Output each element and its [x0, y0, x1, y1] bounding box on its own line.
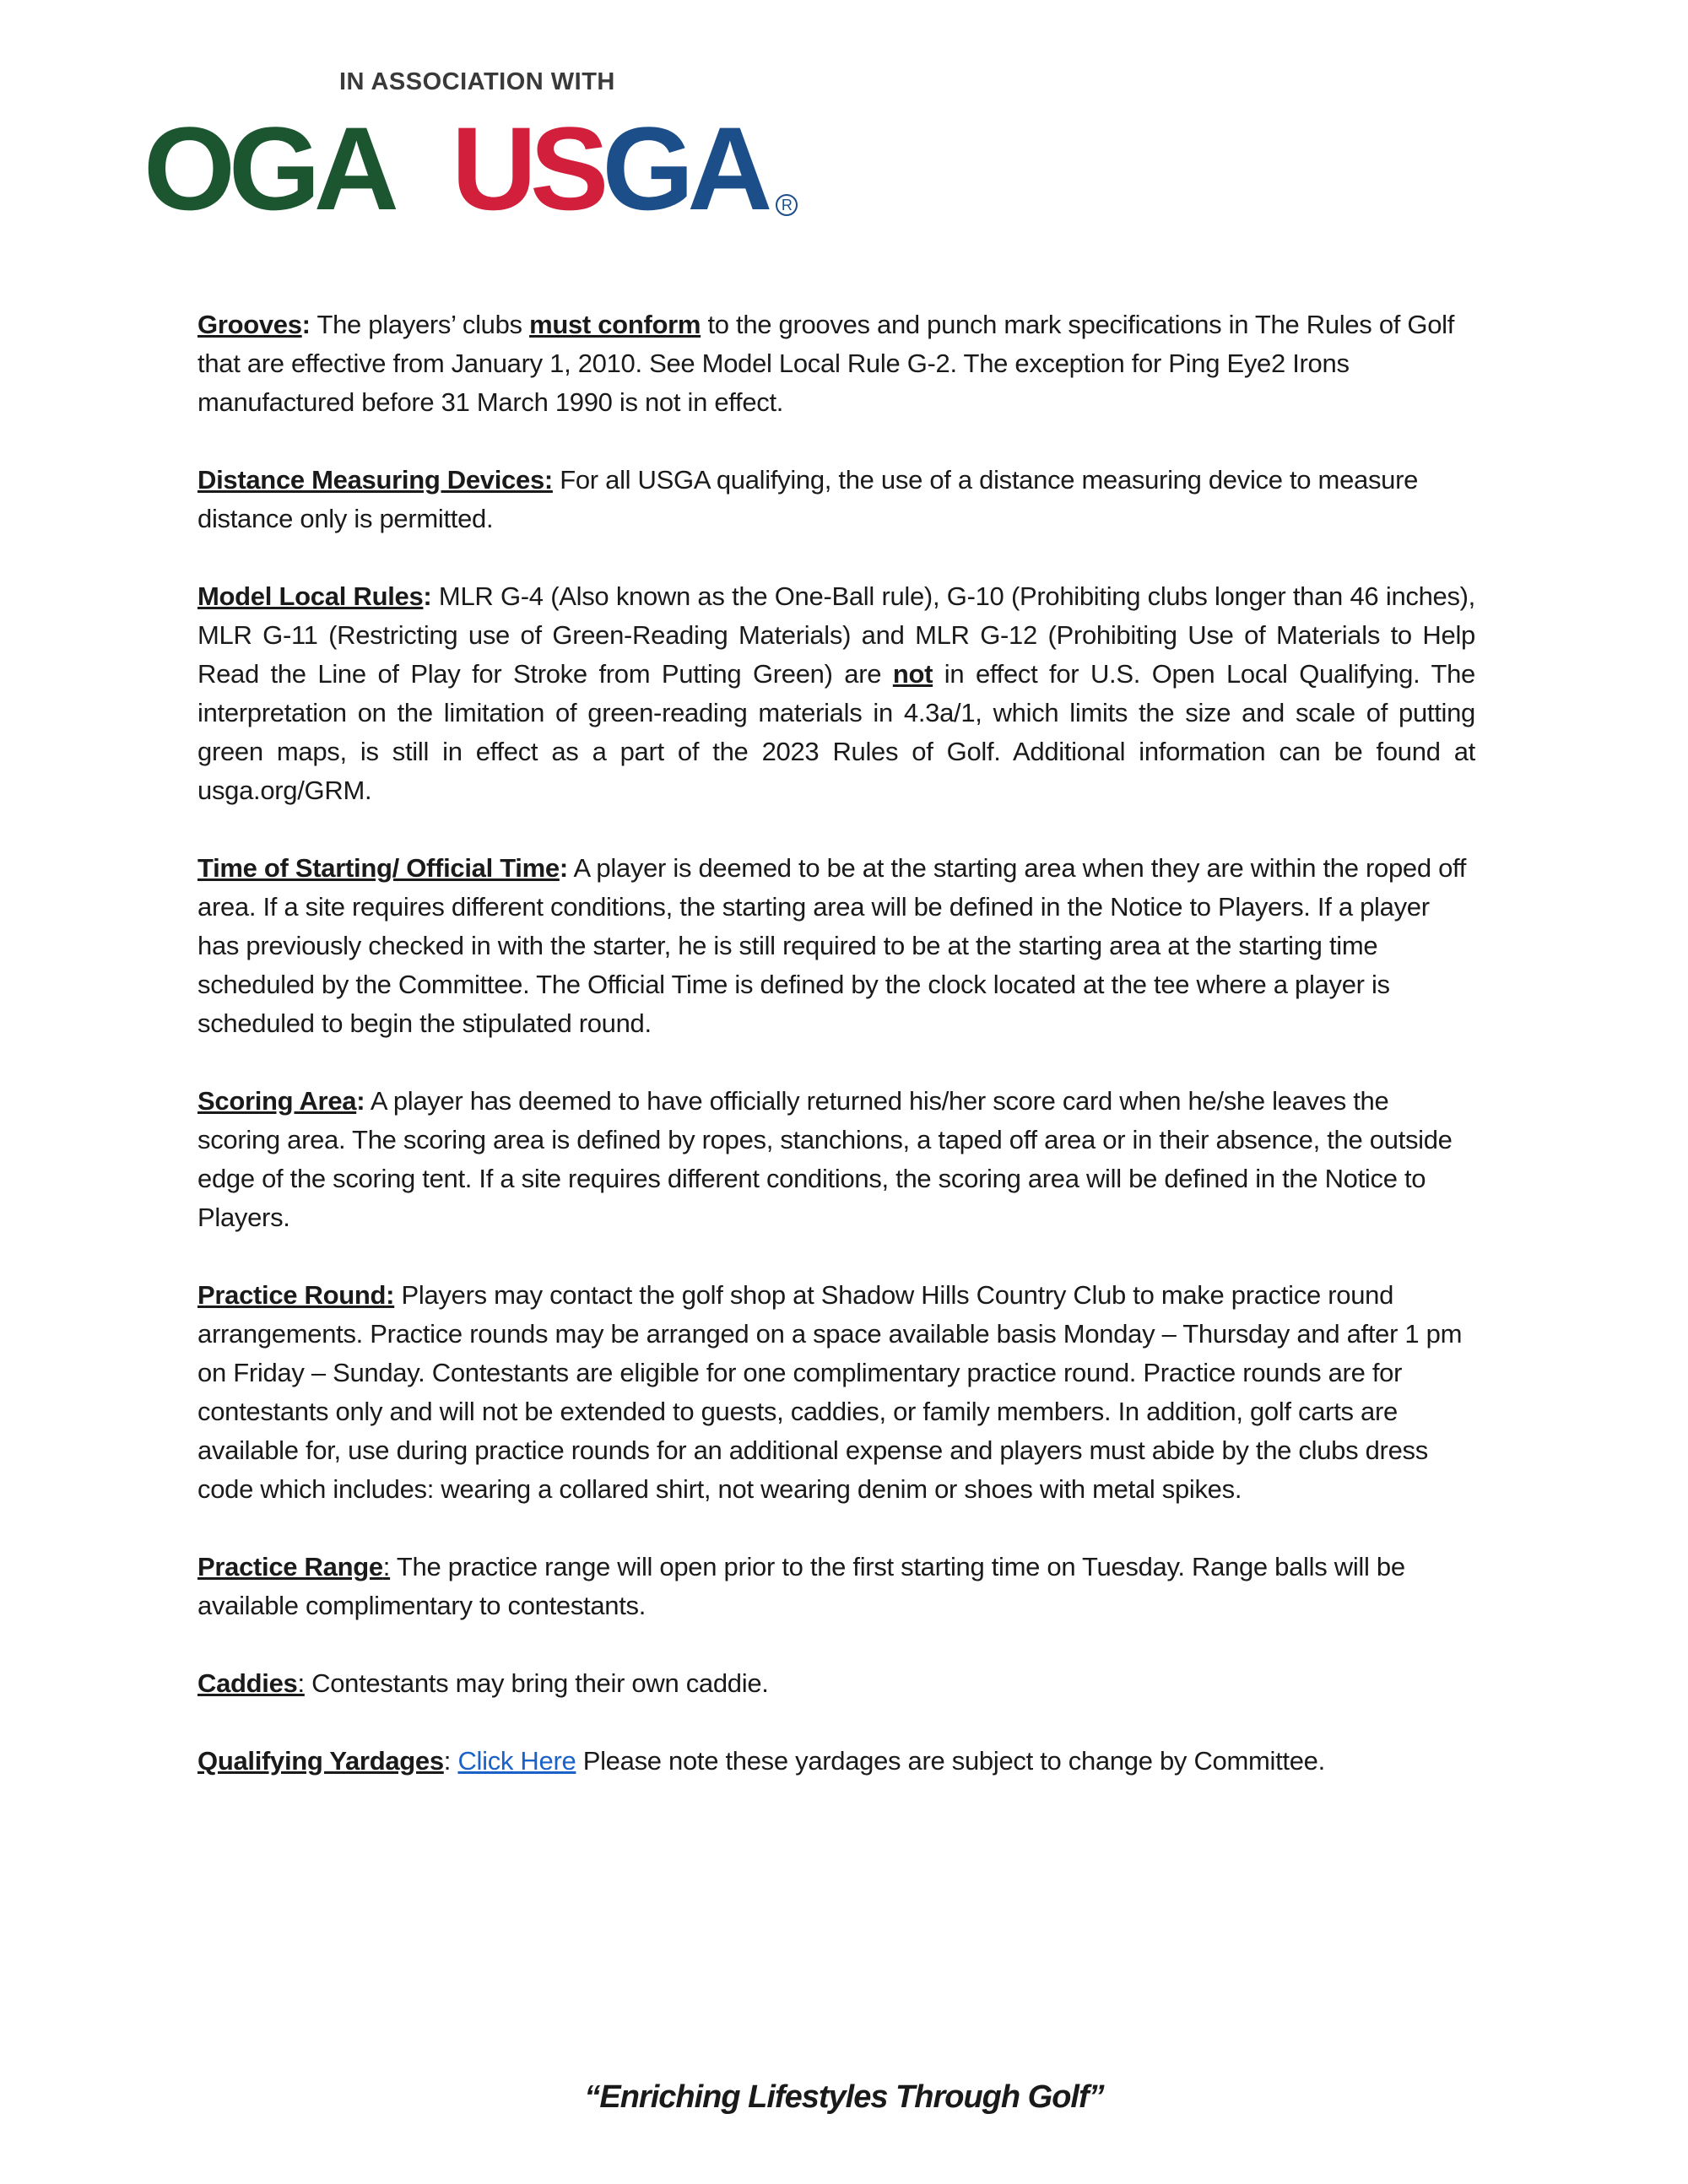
- section-heading: Distance Measuring Devices:: [197, 465, 553, 495]
- section-text: Players may contact the golf shop at Shadow Hills Country Club to make practice round arrangements. Practice rounds may be arranged on a space available basis Monday – Thursday and after 1 pm on Friday – Sunday. Contestants are eligible for one complimentary practice round. Practice rounds are for contestants only and will not be extended to guests, caddies, or family members. In addition, golf carts are available for, use during practice rounds for an additional expense and players must abide by the clubs dress code which includes: wearing a collared shirt, not wearing denim or shoes with metal spikes.: [197, 1280, 1463, 1504]
- document-body: [197, 305, 1475, 1781]
- section-text: The practice range will open prior to the first starting time on Tuesday. Range balls will be available complimentary to contestants.: [197, 1552, 1405, 1620]
- scoring-area-section: [197, 1082, 1475, 1237]
- section-text: to the grooves and punch mark specifications in The Rules of Golf that are effective from January 1, 2010. See Model Local Rule G-2. The exception for Ping Eye2 Irons manufactured before 31 March 1990 is not in effect.: [197, 310, 1455, 417]
- heading-colon: :: [423, 581, 432, 611]
- oga-usga-logo: [143, 68, 836, 235]
- section-heading: Qualifying Yardages: [197, 1746, 444, 1776]
- grooves-section: [197, 305, 1475, 422]
- practice-round-section: [197, 1276, 1475, 1509]
- section-heading: Practice Round:: [197, 1280, 395, 1310]
- heading-colon: :: [301, 310, 311, 339]
- time-of-starting-section: [197, 849, 1475, 1043]
- caddies-section: [197, 1664, 1475, 1703]
- section-heading: Model Local Rules: [197, 581, 424, 611]
- emphasis: not: [892, 659, 933, 689]
- section-text: Contestants may bring their own caddie.: [304, 1668, 769, 1698]
- section-text: For all USGA qualifying, the use of a distance measuring device to measure distance only is permitted.: [197, 465, 1419, 533]
- distance-devices-section: [197, 461, 1475, 538]
- logo-association-text: IN ASSOCIATION WITH: [339, 68, 615, 95]
- oga-logo: OGA: [143, 102, 392, 235]
- section-text: Please note these yardages are subject to change by Committee.: [576, 1746, 1325, 1776]
- heading-colon: :: [382, 1552, 391, 1581]
- section-text: A player is deemed to be at the starting area when they are within the roped off area. If a site requires different conditions, the starting area will be defined in the Notice to Players. If a player has previously checked in with the starter, he is still required to be at the starting area at the starting time scheduled by the Committee. The Official Time is defined by the clock located at the tee where a player is scheduled to begin the stipulated round.: [197, 853, 1467, 1038]
- usga-logo: [451, 102, 766, 235]
- heading-colon: :: [559, 853, 568, 883]
- section-heading: Scoring Area: [197, 1086, 357, 1116]
- model-local-rules-section: [197, 577, 1475, 810]
- practice-range-section: [197, 1548, 1475, 1625]
- usga-ga: GA: [602, 102, 766, 235]
- section-text: The players’ clubs: [310, 310, 530, 339]
- logo-row: [143, 101, 836, 235]
- section-heading: Practice Range: [197, 1552, 383, 1581]
- section-heading: Time of Starting/ Official Time: [197, 853, 560, 883]
- section-heading: Caddies: [197, 1668, 298, 1698]
- usga-us: US: [451, 102, 603, 235]
- heading-colon: :: [356, 1086, 365, 1116]
- heading-colon: :: [443, 1746, 458, 1776]
- heading-colon: :: [297, 1668, 305, 1698]
- registered-mark-icon: R: [776, 194, 798, 216]
- section-text: A player has deemed to have officially returned his/her score card when he/she leaves the scoring area. The scoring area is defined by ropes, stanchions, a taped off area or in their absence, the outside edge of the scoring tent. If a site requires different conditions, the scoring area will be defined in the Notice to Players.: [197, 1086, 1453, 1232]
- click-here-link[interactable]: Click Here: [457, 1746, 576, 1776]
- section-text: MLR G-4 (Also known as the One-Ball rule), G-10 (Prohibiting clubs longer than 46 inches), MLR G-11 (Restricting use of Green-Reading Materials) and MLR G-12 (Prohibiting Use of Materials to Help Read the Line of Play for Stroke from Putting Green) are: [197, 581, 1475, 689]
- section-text: in effect for U.S. Open Local Qualifying. The interpretation on the limitation of green-reading materials in 4.3a/1, which limits the size and scale of putting green maps, is still in effect as a part of the 2023 Rules of Golf. Additional information can be found at usga.org/GRM.: [197, 659, 1475, 805]
- qualifying-yardages-section: [197, 1742, 1475, 1781]
- footer-tagline: “Enriching Lifestyles Through Golf”: [584, 2079, 1104, 2115]
- emphasis: must conform: [529, 310, 701, 339]
- section-heading: Grooves: [197, 310, 302, 339]
